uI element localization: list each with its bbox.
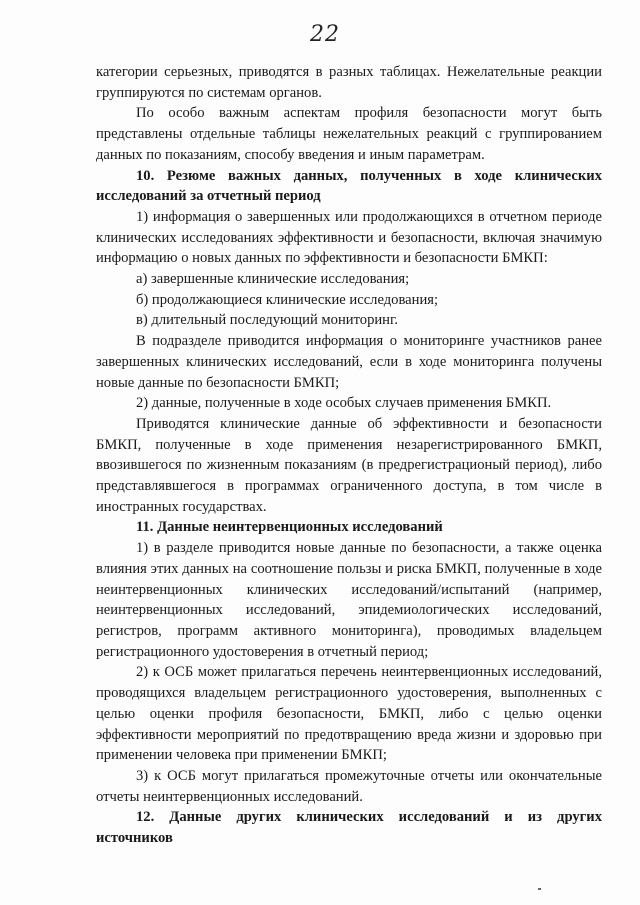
list-item-c: в) длительный последующий мониторинг. <box>136 312 398 329</box>
paragraph-item-1: 1) информация о завершенных или продолжающихся в отчетном периоде клинических исследованиях эффективности и безопасности, включая значимую информацию о новых данных по эффективности и безопасности БМКП: <box>96 208 602 267</box>
section-heading-12: 12. Данные других клинических исследований и из других источников <box>96 809 602 847</box>
page-number: 22 <box>310 22 340 47</box>
section-heading-11: 11. Данные неинтервенционных исследований <box>136 519 443 536</box>
paragraph-section-11-item-3: 3) к ОСБ могут прилагаться промежуточные отчеты или окончательные отчеты неинтервенционных исследований. <box>96 767 602 805</box>
paragraph-clinical-data: Приводятся клинические данные об эффективности и безопасности БМКП, полученные в ходе применения незарегистрированного БМКП, ввозившегося по жизненным показаниям (в предрегистрационый период), либо представлявшегося в программах ограниченного доступа, в том числе в иностранных государствах. <box>96 415 602 515</box>
list-item-b: б) продолжающиеся клинические исследования; <box>136 291 439 308</box>
list-item-a: а) завершенные клинические исследования; <box>136 271 410 288</box>
paragraph-safety-tables: По особо важным аспектам профиля безопасности могут быть представлены отдельные таблицы нежелательных реакций с группированием данных по показаниям, способу введения и иным параметрам. <box>96 105 602 163</box>
paragraph-monitoring: В подразделе приводится информация о мониторинге участников ранее завершенных клинических исследований, если в ходе мониторинга получены новые данные по безопасности БМКП; <box>96 333 602 391</box>
paragraph-section-11-item-1: 1) в разделе приводится новые данные по безопасности, а также оценка влияния этих данных на соотношение пользы и риска БМКП, полученные в ходе неинтервенционных клинических исследований/испытаний (например, неинтервенционных исследований, эпидемиологических исследований, регистров, программ активного мониторинга), проводимых владельцем регистрационного удостоверения в отчетный период; <box>96 540 602 660</box>
paragraph-section-11-item-2: 2) к ОСБ может прилагаться перечень неинтервенционных исследований, проводящихся владельцем регистрационного удостоверения, выполненных с целью оценки профиля безопасности, БМКП, либо с целью оценки эффективности мероприятий по предотвращению вреда жизни и здоровью при применении человека при применении БМКП; <box>96 664 602 764</box>
paragraph-item-2: 2) данные, полученные в ходе особых случаев применения БМКП. <box>136 395 552 412</box>
scan-speck <box>538 888 541 890</box>
paragraph-continuation: категории серьезных, приводятся в разных таблицах. Нежелательные реакции группируются по системам органов. <box>96 64 602 101</box>
document-body <box>96 62 602 849</box>
section-heading-10: 10. Резюме важных данных, полученных в ходе клинических исследований за отчетный период <box>96 167 602 205</box>
